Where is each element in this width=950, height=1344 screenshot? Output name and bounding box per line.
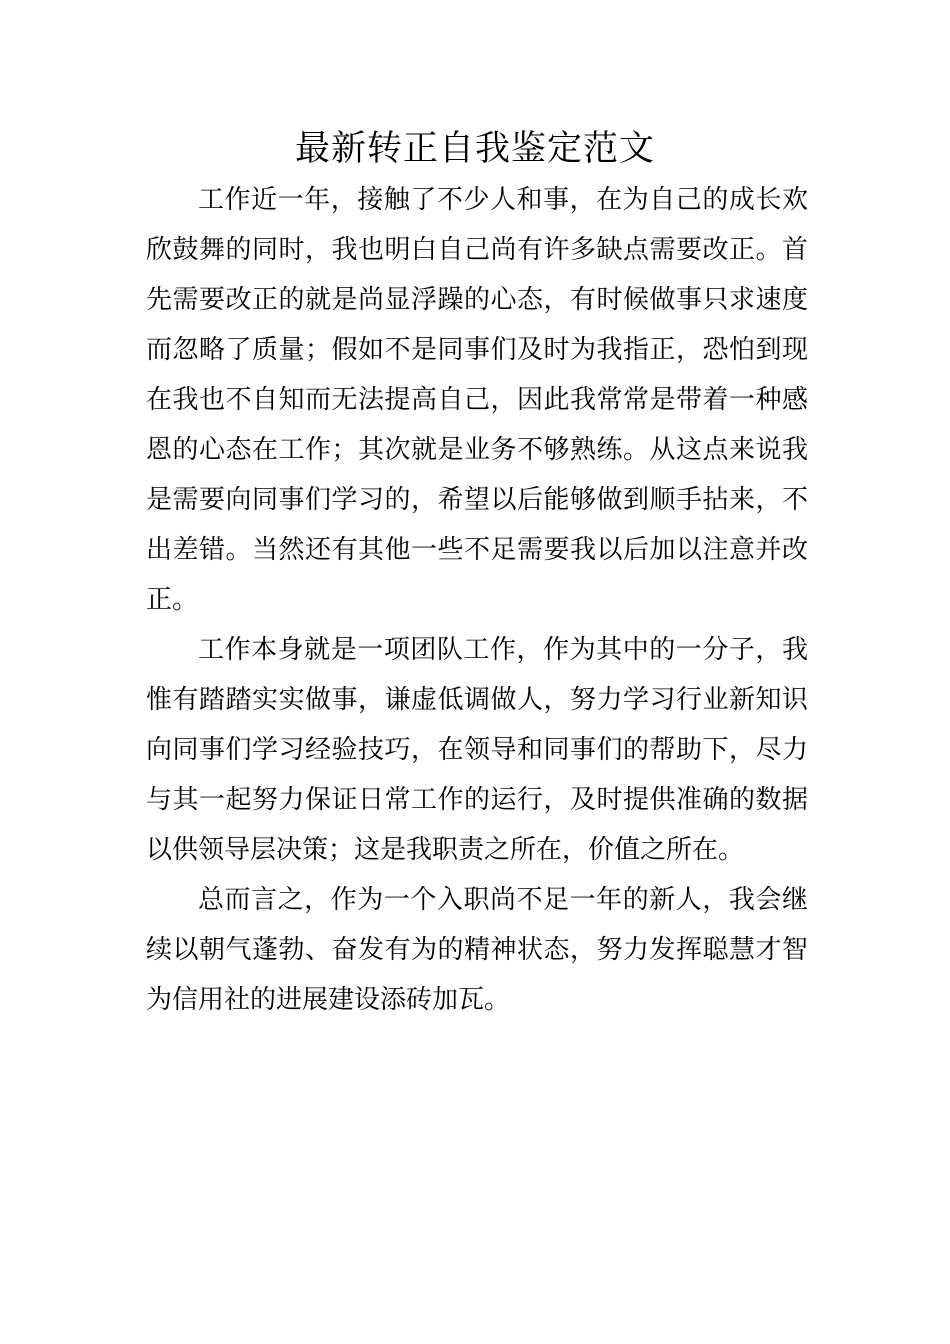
paragraph: 总而言之，作为一个入职尚不足一年的新人，我会继续以朝气蓬勃、奋发有为的精神状态，努力发挥聪慧才智为信用社的进展建设添砖加瓦。 (146, 885, 808, 1015)
paragraph: 工作本身就是一项团队工作，作为其中的一分子，我惟有踏踏实实做事，谦虚低调做人，努力学习行业新知识向同事们学习经验技巧，在领导和同事们的帮助下，尽力与其一起努力保证日常工作的运行，及时提供准确的数据以供领导层决策；这是我职责之所在，价值之所在。 (146, 635, 808, 865)
document-title: 最新转正自我鉴定范文 (294, 129, 655, 169)
document-body (146, 175, 808, 1025)
paragraph: 工作近一年，接触了不少人和事，在为自己的成长欢欣鼓舞的同时，我也明白自己尚有许多缺点需要改正。首先需要改正的就是尚显浮躁的心态，有时候做事只求速度而忽略了质量；假如不是同事们及时为我指正，恐怕到现在我也不自知而无法提高自己，因此我常常是带着一种感恩的心态在工作；其次就是业务不够熟练。从这点来说我是需要向同事们学习的，希望以后能够做到顺手拈来，不出差错。当然还有其他一些不足需要我以后加以注意并改正。 (146, 185, 808, 615)
